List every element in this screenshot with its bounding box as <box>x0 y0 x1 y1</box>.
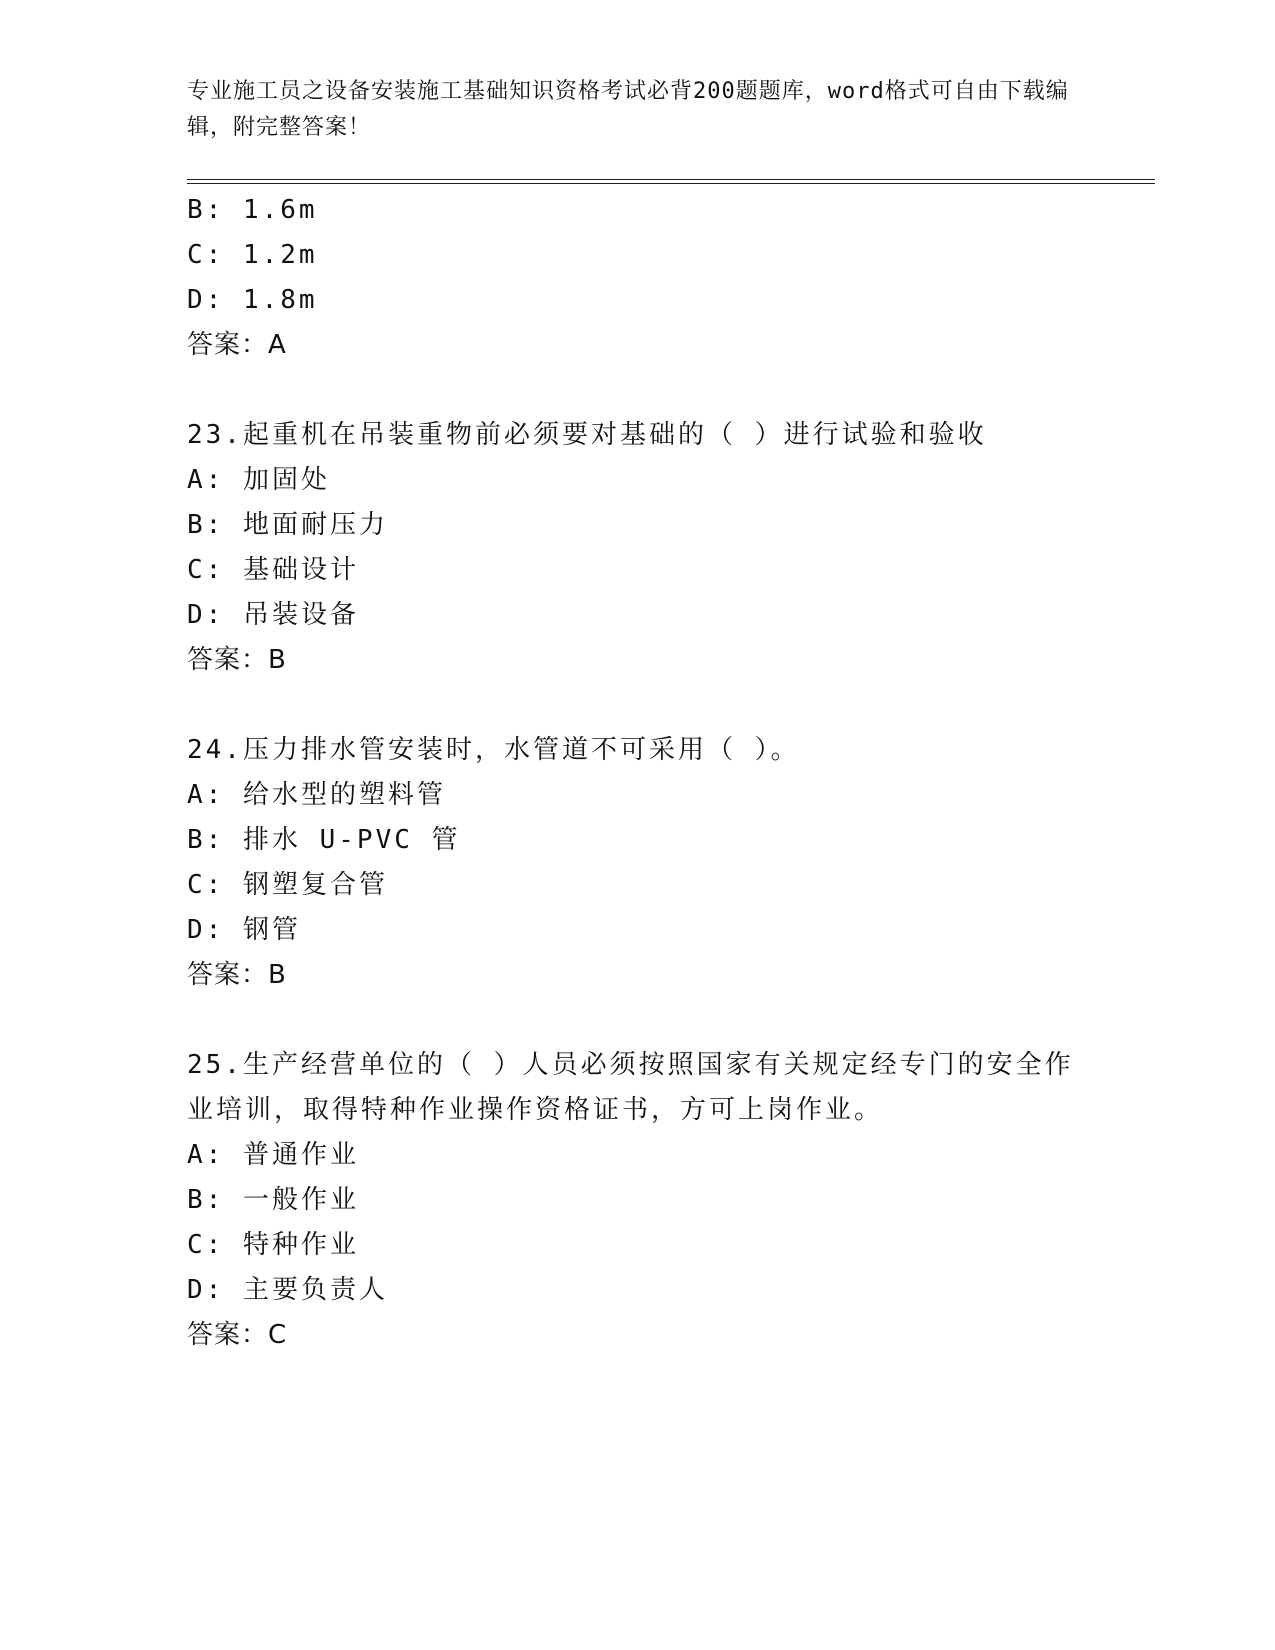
q23-option-a: A: 加固处 <box>187 465 330 495</box>
q24-question: 24.压力排水管安装时，水管道不可采用（ ）。 <box>187 735 800 765</box>
q22-answer: 答案：A <box>187 330 287 360</box>
q25-answer: 答案：C <box>187 1320 288 1350</box>
q24-option-a: A: 给水型的塑料管 <box>187 780 446 810</box>
q22-option-b: B: 1.6m <box>187 195 318 225</box>
q24-option-b: B: 排水 U-PVC 管 <box>187 825 461 855</box>
q25-option-b: B: 一般作业 <box>187 1185 359 1215</box>
q23-option-d: D: 吊装设备 <box>187 600 359 630</box>
q24-answer: 答案：B <box>187 960 287 990</box>
q22-option-c: C: 1.2m <box>187 240 318 270</box>
q22-option-d: D: 1.8m <box>187 285 318 315</box>
q25-option-a: A: 普通作业 <box>187 1140 359 1170</box>
q24-option-c: C: 钢塑复合管 <box>187 870 388 900</box>
q23-answer: 答案：B <box>187 645 287 675</box>
document-header: 专业施工员之设备安装施工基础知识资格考试必背200题题库，word格式可自由下载编辑，附完整答案！ <box>187 79 1069 140</box>
q24-option-d: D: 钢管 <box>187 915 301 945</box>
q23-option-b: B: 地面耐压力 <box>187 510 388 540</box>
q25-option-d: D: 主要负责人 <box>187 1275 388 1305</box>
header-divider-bottom <box>187 183 1155 184</box>
q23-option-c: C: 基础设计 <box>187 555 359 585</box>
header-divider-top <box>187 179 1155 180</box>
q25-option-c: C: 特种作业 <box>187 1230 359 1260</box>
q23-question: 23.起重机在吊装重物前必须要对基础的（ ）进行试验和验收 <box>187 420 987 450</box>
q25-question-line-1: 25.生产经营单位的（ ）人员必须按照国家有关规定经专门的安全作 <box>187 1050 1074 1080</box>
q25-question-line-2: 业培训，取得特种作业操作资格证书，方可上岗作业。 <box>187 1095 884 1125</box>
